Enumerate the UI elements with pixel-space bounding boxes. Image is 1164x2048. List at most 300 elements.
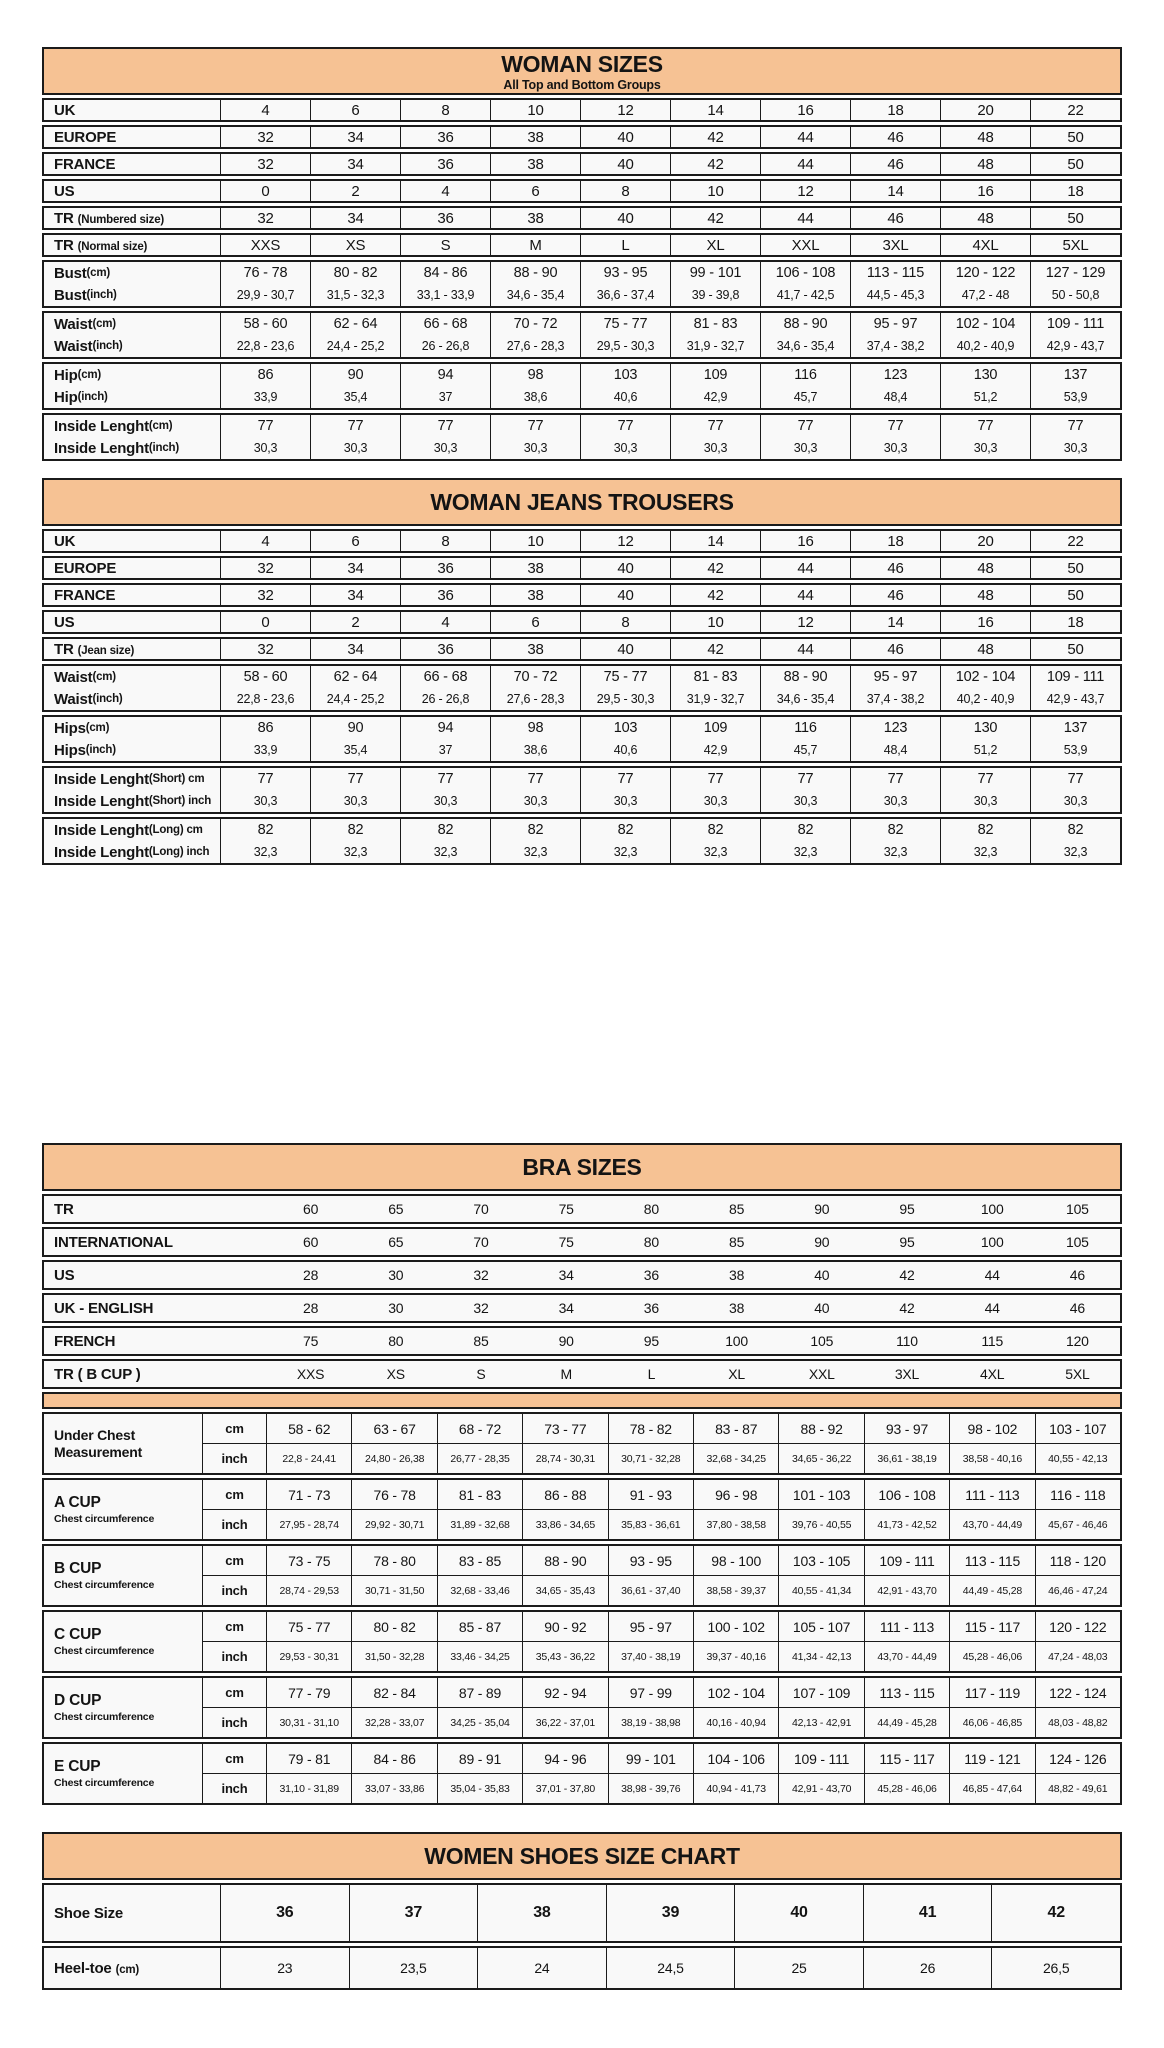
- value-cell: 81 - 83 31,9 - 32,7: [670, 666, 760, 710]
- value-cell: 36: [643, 1267, 659, 1283]
- value-cell: 123 48,4: [850, 364, 940, 408]
- value-cell: 113 - 115 44,49 - 45,28: [864, 1678, 949, 1737]
- value-cell: 40: [580, 154, 670, 174]
- value-cell: 42: [991, 1885, 1120, 1941]
- value-cell: 36: [400, 639, 490, 659]
- value-cell: 77 30,3: [1030, 415, 1120, 459]
- row-label: FRANCE: [54, 155, 116, 173]
- value-cell: 60: [303, 1201, 319, 1217]
- value-cell: 44: [760, 154, 850, 174]
- value-cell: 44: [760, 558, 850, 578]
- value-cell: 36: [400, 208, 490, 228]
- table-row: [42, 1260, 1122, 1290]
- value-cell: 120: [1066, 1333, 1089, 1349]
- divider-strip: [42, 1392, 1122, 1409]
- value-cell: 65: [388, 1234, 404, 1250]
- value-cell: 63 - 67 24,80 - 26,38: [351, 1414, 436, 1473]
- value-cell: 95 - 97 37,4 - 38,2: [850, 313, 940, 357]
- table-row: [42, 529, 1122, 553]
- value-cell: 38: [477, 1885, 606, 1941]
- value-cell: 77 30,3: [220, 415, 310, 459]
- value-cell: 103 - 105 40,55 - 41,34: [778, 1546, 863, 1605]
- value-cell: 86 33,9: [220, 717, 310, 761]
- table-row: [42, 1883, 1122, 1943]
- value-cell: 83 - 87 32,68 - 34,25: [693, 1414, 778, 1473]
- value-cell: 40: [580, 208, 670, 228]
- value-cell: 73 - 75 28,74 - 29,53: [266, 1546, 351, 1605]
- unit-cell: cm inch: [202, 1414, 266, 1473]
- value-cell: 36: [400, 154, 490, 174]
- value-cell: 106 - 108 41,73 - 42,52: [864, 1480, 949, 1539]
- value-cell: 62 - 64 24,4 - 25,2: [310, 666, 400, 710]
- table-row: [42, 1194, 1122, 1224]
- value-cell: 77 30,3: [760, 768, 850, 812]
- value-cell: 70: [473, 1201, 489, 1217]
- row-label: Waist (cm) Waist (inch): [54, 668, 123, 708]
- value-cell: 107 - 109 42,13 - 42,91: [778, 1678, 863, 1737]
- value-cell: 119 - 121 46,85 - 47,64: [949, 1744, 1034, 1803]
- value-cell: 82 32,3: [580, 819, 670, 863]
- value-cell: 46: [1069, 1267, 1085, 1283]
- value-cell: 42: [670, 558, 760, 578]
- value-cell: 99 - 101 38,98 - 39,76: [608, 1744, 693, 1803]
- value-cell: 12: [760, 612, 850, 632]
- value-cell: 109 - 111 42,9 - 43,7: [1030, 666, 1120, 710]
- row-label: UK: [54, 101, 76, 119]
- value-cell: 48: [940, 585, 1030, 605]
- value-cell: 100 - 102 39,37 - 40,16: [693, 1612, 778, 1671]
- value-cell: 98 38,6: [490, 717, 580, 761]
- row-label: TR ( B CUP ): [54, 1365, 141, 1383]
- value-cell: 95 - 97 37,40 - 38,19: [608, 1612, 693, 1671]
- woman-sizes-header: [42, 47, 1122, 95]
- row-label: C CUP Chest circumference: [54, 1625, 155, 1658]
- value-cell: 82 32,3: [850, 819, 940, 863]
- unit-cell: cm inch: [202, 1480, 266, 1539]
- value-cell: 40: [814, 1300, 830, 1316]
- value-cell: 4XL: [940, 235, 1030, 255]
- table-title: WOMEN SHOES SIZE CHART: [424, 1842, 740, 1869]
- value-cell: 48: [940, 154, 1030, 174]
- value-cell: 75 - 77 29,5 - 30,3: [580, 313, 670, 357]
- value-cell: 41: [863, 1885, 992, 1941]
- table-row: [42, 413, 1122, 461]
- value-cell: XXS: [220, 235, 310, 255]
- row-label: Bust (cm) Bust (inch): [54, 264, 117, 304]
- woman-jeans-table: [42, 478, 1122, 865]
- value-cell: 111 - 113 43,70 - 44,49: [864, 1612, 949, 1671]
- value-cell: 75 - 77 29,53 - 30,31: [266, 1612, 351, 1671]
- value-cell: S: [400, 235, 490, 255]
- value-cell: 42: [670, 154, 760, 174]
- value-cell: 77 30,3: [850, 768, 940, 812]
- value-cell: M: [490, 235, 580, 255]
- value-cell: 2: [310, 181, 400, 201]
- value-cell: 0: [220, 181, 310, 201]
- value-cell: 39: [606, 1885, 735, 1941]
- value-cell: 98 - 100 38,58 - 39,37: [693, 1546, 778, 1605]
- value-cell: 44: [760, 585, 850, 605]
- value-cell: 77 30,3: [490, 768, 580, 812]
- table-row: [42, 766, 1122, 814]
- value-cell: XXS: [296, 1366, 325, 1382]
- value-cell: 48: [940, 558, 1030, 578]
- value-cell: 42: [670, 585, 760, 605]
- value-cell: 36: [643, 1300, 659, 1316]
- value-cell: 109 - 111 42,91 - 43,70: [864, 1546, 949, 1605]
- table-row: [42, 125, 1122, 149]
- table-row: [42, 179, 1122, 203]
- row-label: Hips (cm) Hips (inch): [54, 719, 116, 759]
- bra-cup-rows: [42, 1412, 1122, 1805]
- value-cell: 6: [310, 531, 400, 551]
- value-cell: 88 - 90 34,6 - 35,4: [490, 262, 580, 306]
- value-cell: 44: [984, 1300, 1000, 1316]
- row-label: Waist (cm) Waist (inch): [54, 315, 123, 355]
- value-cell: XL: [728, 1366, 745, 1382]
- value-cell: 68 - 72 26,77 - 28,35: [437, 1414, 522, 1473]
- value-cell: 36: [400, 558, 490, 578]
- value-cell: 50: [1030, 558, 1120, 578]
- value-cell: 120 - 122 47,2 - 48: [940, 262, 1030, 306]
- value-cell: 34: [310, 639, 400, 659]
- value-cell: 18: [850, 100, 940, 120]
- value-cell: 32: [220, 639, 310, 659]
- value-cell: 4: [400, 181, 490, 201]
- value-cell: 115 - 117 45,28 - 46,06: [949, 1612, 1034, 1671]
- value-cell: 46: [1069, 1300, 1085, 1316]
- value-cell: 46: [850, 208, 940, 228]
- value-cell: 3XL: [850, 235, 940, 255]
- value-cell: 10: [490, 100, 580, 120]
- value-cell: 77 30,3: [670, 415, 760, 459]
- value-cell: 77 30,3: [850, 415, 940, 459]
- value-cell: 34: [558, 1300, 574, 1316]
- value-cell: 30: [388, 1300, 404, 1316]
- table-row: [42, 1676, 1122, 1739]
- value-cell: 65: [388, 1201, 404, 1217]
- value-cell: 82 - 84 32,28 - 33,07: [351, 1678, 436, 1737]
- value-cell: 48: [940, 208, 1030, 228]
- value-cell: 75: [558, 1234, 574, 1250]
- value-cell: 77 30,3: [310, 768, 400, 812]
- value-cell: 23,5: [349, 1948, 478, 1988]
- value-cell: 38: [490, 639, 580, 659]
- value-cell: 88 - 90 34,65 - 35,43: [522, 1546, 607, 1605]
- value-cell: XS: [386, 1366, 405, 1382]
- table-row: [42, 152, 1122, 176]
- value-cell: 18: [1030, 612, 1120, 632]
- value-cell: 103 - 107 40,55 - 42,13: [1035, 1414, 1120, 1473]
- women-shoes-table: [42, 1832, 1122, 1990]
- value-cell: 16: [760, 100, 850, 120]
- value-cell: 38: [490, 208, 580, 228]
- row-label: A CUP Chest circumference: [54, 1493, 155, 1526]
- value-cell: 4: [400, 612, 490, 632]
- value-cell: 34: [310, 154, 400, 174]
- value-cell: 36: [400, 127, 490, 147]
- value-cell: 50: [1030, 639, 1120, 659]
- value-cell: 75: [303, 1333, 319, 1349]
- value-cell: 109 - 111 42,91 - 43,70: [778, 1744, 863, 1803]
- value-cell: 104 - 106 40,94 - 41,73: [693, 1744, 778, 1803]
- value-cell: 85: [728, 1234, 745, 1250]
- table-row: [42, 1359, 1122, 1389]
- value-cell: 32: [473, 1300, 489, 1316]
- value-cell: 10: [490, 531, 580, 551]
- value-cell: 34: [310, 558, 400, 578]
- value-cell: 32: [220, 154, 310, 174]
- value-cell: 106 - 108 41,7 - 42,5: [760, 262, 850, 306]
- table-row: [42, 98, 1122, 122]
- value-cell: 10: [670, 181, 760, 201]
- value-cell: 36: [400, 585, 490, 605]
- value-cell: 24,5: [606, 1948, 735, 1988]
- row-label: E CUP Chest circumference: [54, 1757, 155, 1790]
- row-label: TR (Numbered size): [54, 209, 165, 227]
- table-subtitle: All Top and Bottom Groups: [503, 77, 661, 92]
- value-cell: 14: [850, 612, 940, 632]
- table-row: [42, 1610, 1122, 1673]
- value-cell: 94 - 96 37,01 - 37,80: [522, 1744, 607, 1803]
- value-cell: 101 - 103 39,76 - 40,55: [778, 1480, 863, 1539]
- value-cell: XS: [310, 235, 400, 255]
- value-cell: 48: [940, 639, 1030, 659]
- value-cell: 75 - 77 29,5 - 30,3: [580, 666, 670, 710]
- value-cell: 70 - 72 27,6 - 28,3: [490, 666, 580, 710]
- woman-sizes-table: [42, 47, 1122, 461]
- value-cell: 77 30,3: [1030, 768, 1120, 812]
- row-label: FRENCH: [54, 1332, 116, 1350]
- value-cell: 115: [981, 1333, 1004, 1349]
- table-row: [42, 637, 1122, 661]
- value-cell: 62 - 64 24,4 - 25,2: [310, 313, 400, 357]
- value-cell: 12: [580, 531, 670, 551]
- value-cell: 18: [850, 531, 940, 551]
- value-cell: 38: [728, 1300, 745, 1316]
- value-cell: 127 - 129 50 - 50,8: [1030, 262, 1120, 306]
- table-row: [42, 556, 1122, 580]
- value-cell: 12: [760, 181, 850, 201]
- value-cell: 94 37: [400, 364, 490, 408]
- value-cell: 26,5: [991, 1948, 1120, 1988]
- table-title: WOMAN JEANS TROUSERS: [430, 488, 734, 515]
- value-cell: 117 - 119 46,06 - 46,85: [949, 1678, 1034, 1737]
- value-cell: 38: [490, 154, 580, 174]
- value-cell: 116 45,7: [760, 364, 850, 408]
- value-cell: 20: [940, 100, 1030, 120]
- value-cell: 14: [670, 531, 760, 551]
- value-cell: 50: [1030, 208, 1120, 228]
- value-cell: 77 30,3: [400, 768, 490, 812]
- value-cell: 82 32,3: [940, 819, 1030, 863]
- value-cell: 89 - 91 35,04 - 35,83: [437, 1744, 522, 1803]
- value-cell: 0: [220, 612, 310, 632]
- value-cell: 77 30,3: [310, 415, 400, 459]
- value-cell: 85: [473, 1333, 489, 1349]
- table-row: [42, 715, 1122, 763]
- value-cell: 6: [310, 100, 400, 120]
- value-cell: XXL: [808, 1366, 835, 1382]
- value-cell: 102 - 104 40,2 - 40,9: [940, 313, 1030, 357]
- value-cell: 42: [670, 127, 760, 147]
- value-cell: 97 - 99 38,19 - 38,98: [608, 1678, 693, 1737]
- value-cell: 86 - 88 33,86 - 34,65: [522, 1480, 607, 1539]
- value-cell: 82 32,3: [220, 819, 310, 863]
- value-cell: 42: [670, 639, 760, 659]
- value-cell: 34: [558, 1267, 574, 1283]
- value-cell: 93 - 97 36,61 - 38,19: [864, 1414, 949, 1473]
- value-cell: M: [560, 1366, 572, 1382]
- value-cell: 78 - 82 30,71 - 32,28: [608, 1414, 693, 1473]
- value-cell: 102 - 104 40,16 - 40,94: [693, 1678, 778, 1737]
- value-cell: 105: [1066, 1234, 1089, 1250]
- value-cell: 28: [303, 1300, 319, 1316]
- value-cell: XXL: [760, 235, 850, 255]
- value-cell: 20: [940, 531, 1030, 551]
- value-cell: S: [476, 1366, 486, 1382]
- value-cell: 32: [220, 585, 310, 605]
- value-cell: 37: [349, 1885, 478, 1941]
- value-cell: 95: [899, 1234, 915, 1250]
- value-cell: 22: [1030, 100, 1120, 120]
- value-cell: 82 32,3: [490, 819, 580, 863]
- row-label: Shoe Size: [54, 1904, 124, 1922]
- value-cell: 16: [940, 181, 1030, 201]
- value-cell: 103 40,6: [580, 717, 670, 761]
- value-cell: 66 - 68 26 - 26,8: [400, 666, 490, 710]
- value-cell: 26: [863, 1948, 992, 1988]
- value-cell: 46: [850, 639, 940, 659]
- value-cell: 18: [1030, 181, 1120, 201]
- value-cell: 4: [220, 531, 310, 551]
- value-cell: 124 - 126 48,82 - 49,61: [1035, 1744, 1120, 1803]
- women-shoes-rows: [42, 1883, 1122, 1990]
- value-cell: 94 37: [400, 717, 490, 761]
- row-label: Heel-toe (cm): [54, 1959, 140, 1977]
- value-cell: 105 - 107 41,34 - 42,13: [778, 1612, 863, 1671]
- value-cell: XL: [670, 235, 760, 255]
- row-label: Under Chest Measurement: [54, 1427, 143, 1460]
- table-row: [42, 1946, 1122, 1990]
- row-label: UK: [54, 532, 76, 550]
- value-cell: 123 48,4: [850, 717, 940, 761]
- value-cell: 10: [670, 612, 760, 632]
- row-label: Inside Lenght (Short) cm Inside Lenght (Short) inch: [54, 770, 212, 810]
- unit-cell: cm inch: [202, 1678, 266, 1737]
- value-cell: 3XL: [894, 1366, 920, 1382]
- value-cell: 38: [490, 127, 580, 147]
- value-cell: 78 - 80 30,71 - 31,50: [351, 1546, 436, 1605]
- value-cell: 32: [220, 127, 310, 147]
- row-label: TR (Normal size): [54, 236, 148, 254]
- row-label: US: [54, 613, 75, 631]
- value-cell: 86 33,9: [220, 364, 310, 408]
- value-cell: 80: [388, 1333, 404, 1349]
- row-label: EUROPE: [54, 559, 117, 577]
- value-cell: 113 - 115 44,49 - 45,28: [949, 1546, 1034, 1605]
- value-cell: 24: [477, 1948, 606, 1988]
- value-cell: 111 - 113 43,70 - 44,49: [949, 1480, 1034, 1539]
- row-label: US: [54, 1266, 75, 1284]
- value-cell: 80: [643, 1201, 659, 1217]
- value-cell: 32: [220, 208, 310, 228]
- row-label: FRANCE: [54, 586, 116, 604]
- value-cell: 44: [984, 1267, 1000, 1283]
- value-cell: 40: [814, 1267, 830, 1283]
- value-cell: 16: [760, 531, 850, 551]
- value-cell: 42: [899, 1300, 915, 1316]
- value-cell: 76 - 78 29,9 - 30,7: [220, 262, 310, 306]
- row-label: Inside Lenght (cm) Inside Lenght (inch): [54, 417, 180, 457]
- value-cell: 102 - 104 40,2 - 40,9: [940, 666, 1030, 710]
- value-cell: 50: [1030, 127, 1120, 147]
- value-cell: 109 42,9: [670, 364, 760, 408]
- value-cell: 103 40,6: [580, 364, 670, 408]
- value-cell: 110: [896, 1333, 918, 1349]
- value-cell: 88 - 90 34,6 - 35,4: [760, 666, 850, 710]
- value-cell: 91 - 93 35,83 - 36,61: [608, 1480, 693, 1539]
- table-row: [42, 1478, 1122, 1541]
- value-cell: 77 30,3: [580, 415, 670, 459]
- row-label: US: [54, 182, 75, 200]
- women-shoes-header: [42, 1832, 1122, 1880]
- value-cell: 42: [899, 1267, 915, 1283]
- value-cell: 46: [850, 558, 940, 578]
- value-cell: 85 - 87 33,46 - 34,25: [437, 1612, 522, 1671]
- value-cell: 137 53,9: [1030, 717, 1120, 761]
- table-row: [42, 817, 1122, 865]
- value-cell: 80: [643, 1234, 659, 1250]
- value-cell: 96 - 98 37,80 - 38,58: [693, 1480, 778, 1539]
- value-cell: 70 - 72 27,6 - 28,3: [490, 313, 580, 357]
- value-cell: 98 - 102 38,58 - 40,16: [949, 1414, 1034, 1473]
- value-cell: 90: [814, 1201, 830, 1217]
- value-cell: 100: [980, 1201, 1004, 1217]
- value-cell: 81 - 83 31,89 - 32,68: [437, 1480, 522, 1539]
- table-row: [42, 1227, 1122, 1257]
- woman-sizes-rows: [42, 98, 1122, 461]
- value-cell: 109 - 111 42,9 - 43,7: [1030, 313, 1120, 357]
- value-cell: 40: [580, 639, 670, 659]
- value-cell: 25: [734, 1948, 863, 1988]
- value-cell: 44: [760, 127, 850, 147]
- value-cell: 34: [310, 127, 400, 147]
- value-cell: 6: [490, 612, 580, 632]
- value-cell: 76 - 78 29,92 - 30,71: [351, 1480, 436, 1539]
- value-cell: 58 - 60 22,8 - 23,6: [220, 666, 310, 710]
- value-cell: 90 - 92 35,43 - 36,22: [522, 1612, 607, 1671]
- value-cell: 40: [580, 558, 670, 578]
- value-cell: 77 30,3: [580, 768, 670, 812]
- table-row: [42, 260, 1122, 308]
- table-row: [42, 1544, 1122, 1607]
- value-cell: 2: [310, 612, 400, 632]
- value-cell: 82 32,3: [310, 819, 400, 863]
- value-cell: 82 32,3: [400, 819, 490, 863]
- value-cell: 77 30,3: [940, 768, 1030, 812]
- table-row: [42, 610, 1122, 634]
- value-cell: 85: [728, 1201, 745, 1217]
- value-cell: 8: [400, 531, 490, 551]
- value-cell: 58 - 62 22,8 - 24,41: [266, 1414, 351, 1473]
- value-cell: 77 30,3: [220, 768, 310, 812]
- value-cell: 116 45,7: [760, 717, 850, 761]
- value-cell: 6: [490, 181, 580, 201]
- value-cell: 71 - 73 27,95 - 28,74: [266, 1480, 351, 1539]
- value-cell: 34: [310, 585, 400, 605]
- value-cell: 105: [1066, 1201, 1089, 1217]
